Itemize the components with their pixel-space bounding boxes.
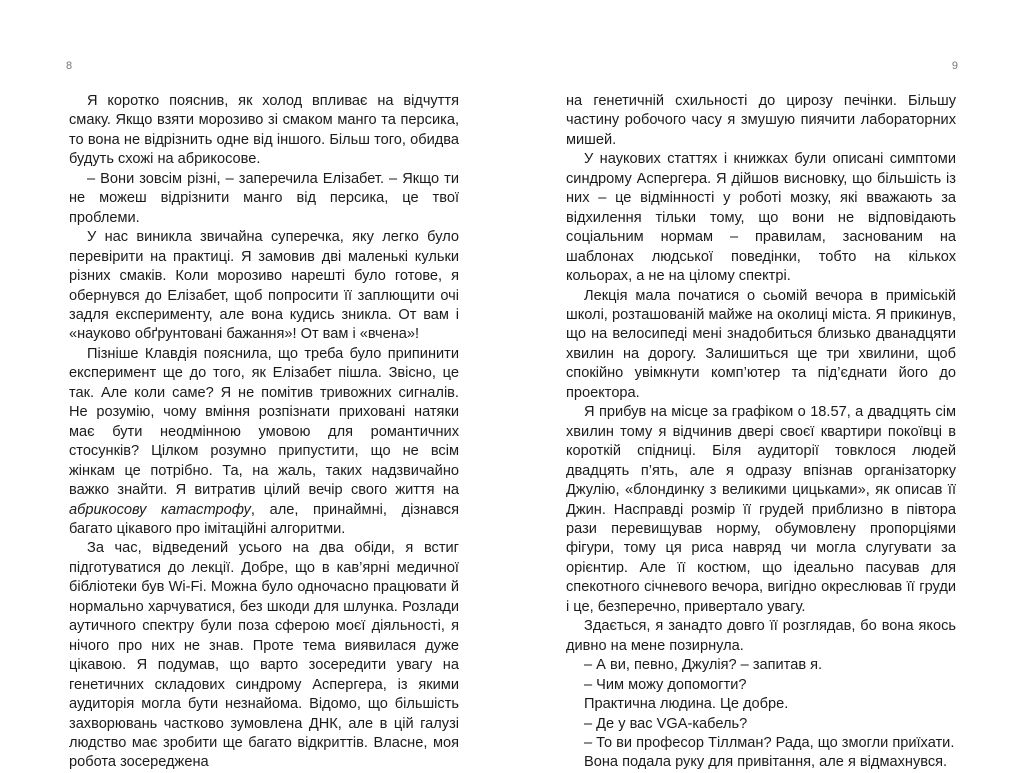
paragraph: Вона подала руку для привітання, але я відмахнувся. bbox=[584, 754, 948, 771]
left-page-text bbox=[69, 92, 459, 773]
paragraph-text: Пізніше Клавдія пояснила, що треба було припинити експеримент ще до того, як Елізабет пішла. Звісно, це так. Але коли саме? Я не помітив тривожних сигналів. Не розумію, чому вміння розпізнати приховані натяки має бути неодмінною умовою для романтичних стосунків? Цілком розумно припустити, що не всім жінкам це потрібно. Та, на жаль, таких надзвичайно важко знайти. Я витратив цілий вечір свого життя на bbox=[69, 345, 459, 499]
paragraph: Лекція мала початися о сьомій вечора в приміській школі, розташованій майже на околиці міста. Я прикинув, що на велосипеді мені знадобиться близько дванадцяти хвилин на дорогу. Залишиться ще три хвилини, щоб спокійно увімкнути комп’ютер та під’єднати його до проектора. bbox=[566, 287, 956, 401]
dialog-line: – То ви професор Тіллман? Рада, що змогли приїхати. bbox=[584, 734, 955, 751]
paragraph: на генетичній схильності до цирозу печінки. Більшу частину робочого часу я змушую пиячити лабораторних мишей. bbox=[566, 93, 956, 148]
paragraph: У наукових статтях і книжках були описані симптоми синдрому Аспергера. Я дійшов висновку, що більшість із них – це відмінності у роботі мозку, які вважають за відхилення тільки тому, що вони не відповідають соціальним нормам – правилам, заснованим на шаблонах людської поведінки, тобто на кількох кольорах, а не на цілому спектрі. bbox=[566, 151, 956, 285]
right-page-text bbox=[566, 92, 956, 773]
paragraph: Практична людина. Це добре. bbox=[584, 696, 789, 713]
dialog-line: – Чим можу допомогти? bbox=[584, 676, 747, 693]
page-number-left: 8 bbox=[66, 60, 73, 72]
paragraph: У нас виникла звичайна суперечка, яку легко було перевірити на практиці. Я замовив дві маленькі кульки різних смаків. Коли морозиво нарешті було готове, я обернувся до Елізабет, щоб попросити її заплющити очі задля експерименту, але вона кудись зникла. От вам і «науково обґрунтовані бажання»! От вам і «вчена»! bbox=[69, 229, 459, 343]
paragraph: За час, відведений усього на два обіди, я встиг підготуватися до лекції. Добре, що в кав’ярні медичної бібліотеки був Wi-Fi. Можна було одночасно працювати й нормально харчуватися, без шкоди для шлунка. Розлади аутичного спектру були поза сферою моєї діяльності, я нічого про них не знав. Проте тема виявилася дуже цікавою. Я подумав, що варто зосередити увагу на генетичних складових синдрому Аспергера, із якими аудиторія могла бути незнайома. Відомо, що більшість захворювань частково зумовлена ДНК, але в цій галузі людство має зробити ще багато відкриттів. Власне, моя робота зосереджена bbox=[69, 540, 459, 771]
page-number-right: 9 bbox=[951, 60, 958, 72]
paragraph: Я прибув на місце за графіком о 18.57, а двадцять сім хвилин тому я відчинив двері своєї квартири покоївці в короткій спідниці. Біля аудиторії товклося людей двадцять п’ять, але я одразу впізнав організаторку Джулію, «блондинку з великими цицьками», як описав її Джин. Насправді розмір її грудей приблизно в півтора рази перевищував норму, обумовлену пропорціями фігури, тому ця риса навряд чи могла слугувати за орієнтир. Але її костюм, що ідеально пасував для спекотного січневого вечора, вигідно окреслював її груди і це, безперечно, привертало увагу. bbox=[566, 404, 956, 615]
dialog-line: – Де у вас VGA-кабель? bbox=[584, 715, 748, 732]
dialog-line: – Вони зовсім різні, – заперечила Елізабет. – Якщо ти не можеш відрізнити манго від персика, це твої проблеми. bbox=[69, 170, 459, 226]
paragraph bbox=[69, 345, 459, 540]
paragraph-text: , але, принаймні, дізнався багато цікавого про імітаційні алгоритми. bbox=[69, 501, 459, 537]
paragraph: Здається, я занадто довго її розглядав, бо вона якось дивно на мене позирнула. bbox=[566, 618, 956, 654]
emphasis-text: абрикосову катастрофу bbox=[69, 501, 251, 518]
paragraph: Я коротко пояснив, як холод впливає на відчуття смаку. Якщо взяти морозиво зі смаком манго та персика, то вона не відрізнить одне від іншого. Більш того, обидва будуть схожі на абрикосове. bbox=[69, 93, 459, 168]
dialog-line: – А ви, певно, Джулія? – запитав я. bbox=[584, 657, 823, 674]
